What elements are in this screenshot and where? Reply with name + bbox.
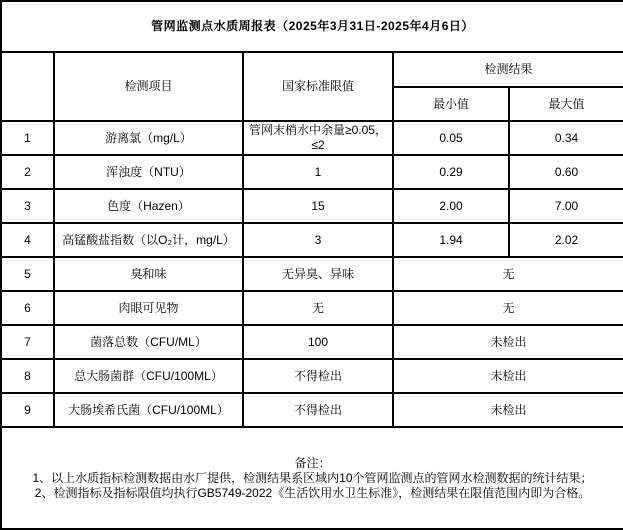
column-header-result: 检测结果 (393, 52, 623, 87)
row-number: 2 (1, 155, 54, 189)
column-header-min: 最小值 (393, 87, 509, 121)
result-cell: 未检出 (393, 325, 623, 359)
row-number: 5 (1, 257, 54, 291)
row-number: 6 (1, 291, 54, 325)
item-cell: 高锰酸盐指数（以O₂计，mg/L） (54, 223, 243, 257)
max-value-cell: 7.00 (509, 189, 623, 223)
column-header-max: 最大值 (509, 87, 623, 121)
standard-cell: 3 (243, 223, 393, 257)
notes-line-2: 2、检测指标及指标限值均执行GB5749-2022《生活饮用水卫生标准》，检测结果在限值范围内即为合格。 (34, 485, 591, 500)
standard-cell: 不得检出 (243, 393, 393, 427)
result-cell: 无 (393, 291, 623, 325)
min-value-cell: 0.05 (393, 121, 509, 155)
item-cell: 色度（Hazen） (54, 189, 243, 223)
header-row (1, 52, 623, 87)
item-cell: 臭和味 (54, 257, 243, 291)
max-value-cell: 2.02 (509, 223, 623, 257)
item-cell: 总大肠菌群（CFU/100ML） (54, 359, 243, 393)
table-row (1, 393, 623, 427)
item-cell: 游离氯（mg/L） (54, 121, 243, 155)
standard-cell: 不得检出 (243, 359, 393, 393)
table-row (1, 189, 623, 223)
min-value-cell: 1.94 (393, 223, 509, 257)
result-cell: 无 (393, 257, 623, 291)
table-row (1, 257, 623, 291)
row-number: 3 (1, 189, 54, 223)
table-row (1, 325, 623, 359)
item-cell: 大肠埃希氏菌（CFU/100ML） (54, 393, 243, 427)
table-row (1, 155, 623, 189)
row-number: 8 (1, 359, 54, 393)
table-row (1, 359, 623, 393)
max-value-cell: 0.34 (509, 121, 623, 155)
notes-label: 备注： (294, 455, 331, 470)
column-header-standard: 国家标准限值 (243, 52, 393, 121)
corner-cell (1, 52, 54, 121)
result-cell: 未检出 (393, 393, 623, 427)
table-row (1, 121, 623, 155)
min-value-cell: 2.00 (393, 189, 509, 223)
notes-row (1, 427, 623, 529)
min-value-cell: 0.29 (393, 155, 509, 189)
notes-line-1: 1、以上水质指标检测数据由水厂提供，检测结果系区域内10个管网监测点的管网水检测数据的统计结果； (32, 470, 593, 485)
report-title: 管网监测点水质周报表（2025年3月31日-2025年4月6日） (1, 1, 623, 52)
standard-cell: 15 (243, 189, 393, 223)
item-cell: 浑浊度（NTU） (54, 155, 243, 189)
row-number: 9 (1, 393, 54, 427)
column-header-item: 检测项目 (54, 52, 243, 121)
standard-cell: 1 (243, 155, 393, 189)
max-value-cell: 0.60 (509, 155, 623, 189)
row-number: 4 (1, 223, 54, 257)
title-row (1, 1, 623, 52)
row-number: 7 (1, 325, 54, 359)
notes-cell (1, 427, 623, 529)
item-cell: 肉眼可见物 (54, 291, 243, 325)
item-cell: 菌落总数（CFU/ML） (54, 325, 243, 359)
standard-cell: 无异臭、异味 (243, 257, 393, 291)
standard-cell: 管网末梢水中余量≥0.05，≤2 (243, 121, 393, 155)
result-cell: 未检出 (393, 359, 623, 393)
table-row (1, 223, 623, 257)
standard-cell: 100 (243, 325, 393, 359)
row-number: 1 (1, 121, 54, 155)
table-row (1, 291, 623, 325)
standard-cell: 无 (243, 291, 393, 325)
